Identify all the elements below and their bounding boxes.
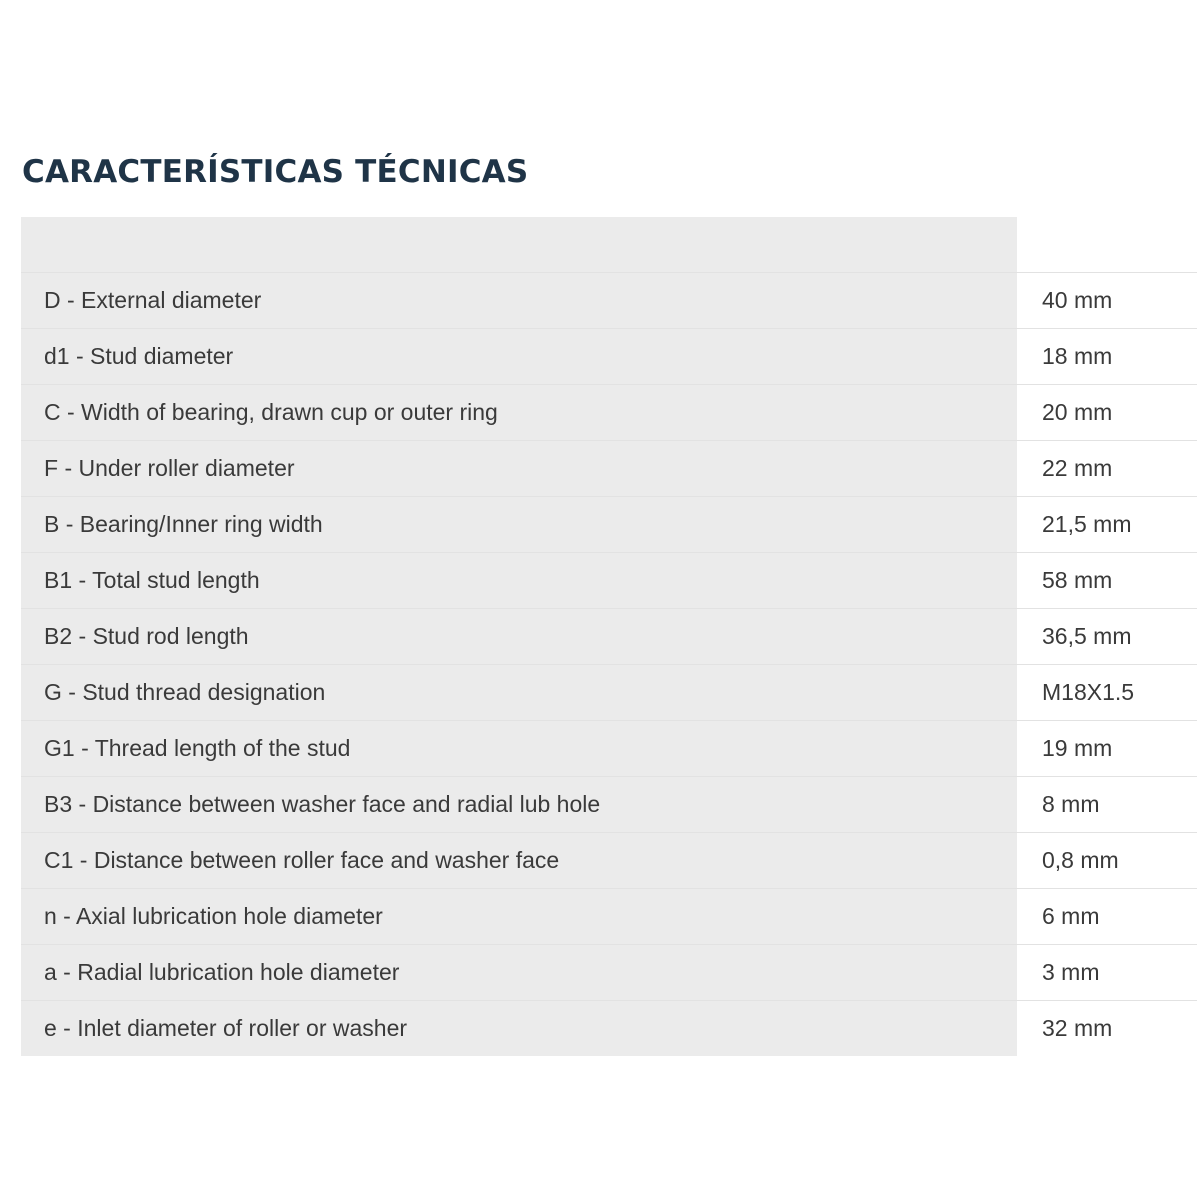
table-row [21,721,1197,777]
spec-label: e - Inlet diameter of roller or washer [21,1001,1017,1057]
table-header-row [21,217,1197,273]
table-row [21,945,1197,1001]
spec-label: C - Width of bearing, drawn cup or outer ring [21,385,1017,441]
table-row [21,273,1197,329]
table-row [21,441,1197,497]
table-row [21,889,1197,945]
spec-label: D - External diameter [21,273,1017,329]
spec-value: 20 mm [1017,385,1197,441]
technical-specs-table [21,217,1197,1056]
spec-label: a - Radial lubrication hole diameter [21,945,1017,1001]
spec-value: 8 mm [1017,777,1197,833]
table-row [21,833,1197,889]
spec-label: B - Bearing/Inner ring width [21,497,1017,553]
table-row [21,665,1197,721]
table-row [21,777,1197,833]
table-row [21,497,1197,553]
spec-value: 22 mm [1017,441,1197,497]
header-cell-value [1017,217,1197,273]
spec-label: B1 - Total stud length [21,553,1017,609]
spec-label: G1 - Thread length of the stud [21,721,1017,777]
spec-label: G - Stud thread designation [21,665,1017,721]
header-cell-label [21,217,1017,273]
spec-value: M18X1.5 [1017,665,1197,721]
spec-value: 6 mm [1017,889,1197,945]
spec-label: n - Axial lubrication hole diameter [21,889,1017,945]
spec-label: d1 - Stud diameter [21,329,1017,385]
spec-value: 3 mm [1017,945,1197,1001]
spec-label: F - Under roller diameter [21,441,1017,497]
spec-label: B2 - Stud rod length [21,609,1017,665]
table-row [21,553,1197,609]
section-title: CARACTERÍSTICAS TÉCNICAS [22,154,529,190]
spec-value: 58 mm [1017,553,1197,609]
spec-value: 32 mm [1017,1001,1197,1057]
spec-value: 0,8 mm [1017,833,1197,889]
spec-label: C1 - Distance between roller face and washer face [21,833,1017,889]
spec-value: 40 mm [1017,273,1197,329]
spec-value: 19 mm [1017,721,1197,777]
spec-value: 18 mm [1017,329,1197,385]
table-row [21,1001,1197,1057]
spec-label: B3 - Distance between washer face and radial lub hole [21,777,1017,833]
table-row [21,329,1197,385]
spec-value: 21,5 mm [1017,497,1197,553]
table-row [21,609,1197,665]
table-row [21,385,1197,441]
spec-value: 36,5 mm [1017,609,1197,665]
spec-rows [21,273,1197,1057]
